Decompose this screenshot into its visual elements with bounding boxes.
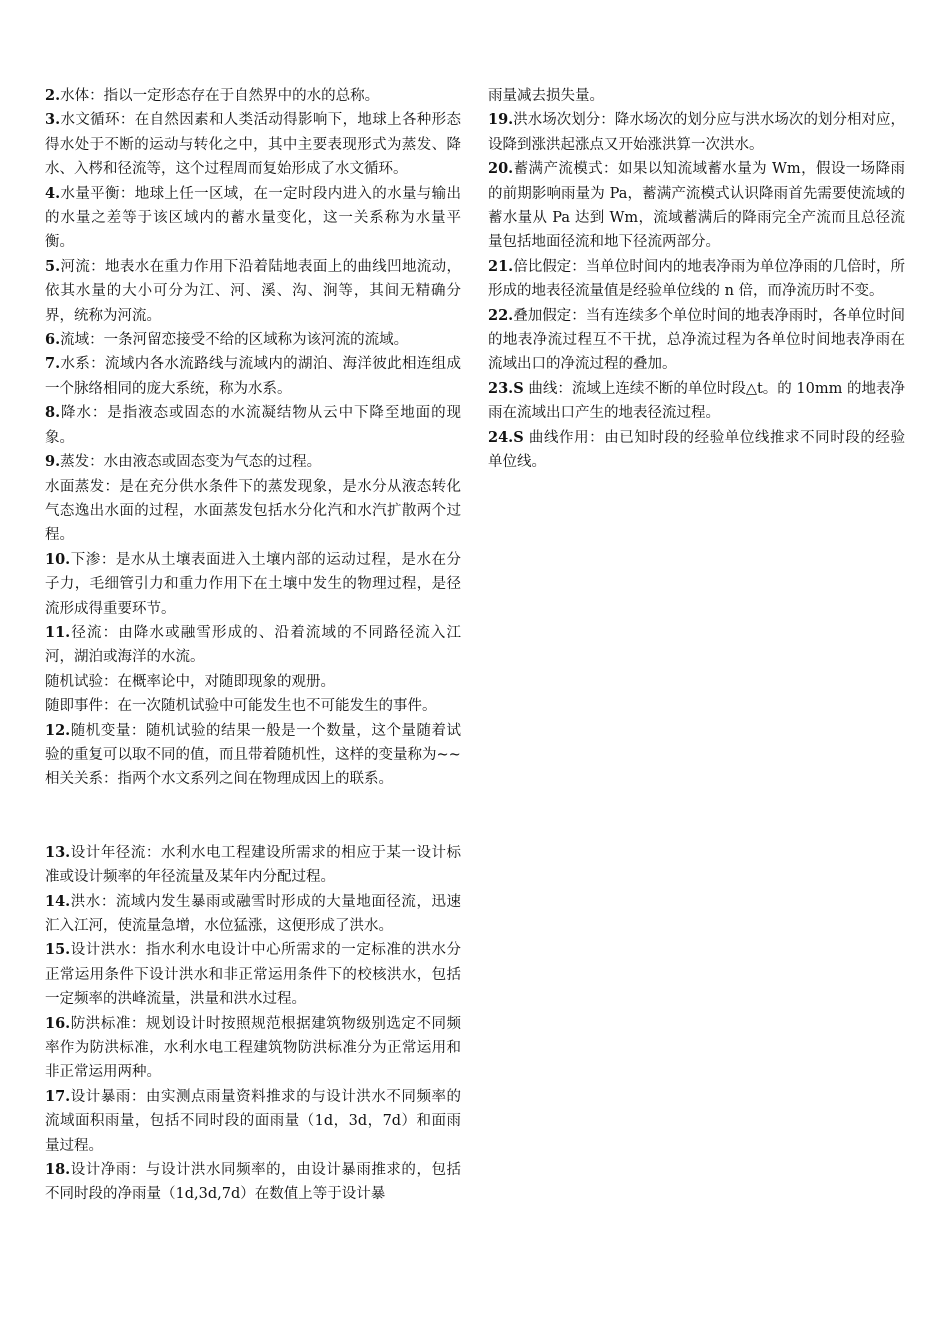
- definition-entry: [45, 694, 461, 718]
- entry-text: 水量平衡：地球上任一区域，在一定时段内进入的水量与输出的水量之差等于该区域内的蓄水量变化，这一关系称为水量平衡。: [45, 185, 461, 251]
- entry-text: 设计洪水：指水利水电设计中心所需求的一定标准的洪水分正常运用条件下设计洪水和非正常运用条件下的校核洪水，包括一定频率的洪峰流量，洪量和洪水过程。: [45, 942, 461, 1008]
- entry-number: 15.: [45, 941, 71, 959]
- definition-entry: [45, 670, 461, 694]
- entry-text: 设计暴雨：由实测点雨量资料推求的与设计洪水不同频率的流域面积雨量，包括不同时段的面雨量（1d，3d，7d）和面雨量过程。: [45, 1088, 461, 1154]
- entry-number: 9.: [45, 453, 61, 471]
- entry-number: 8.: [45, 404, 61, 422]
- entry-text: 随机变量：随机试验的结果一般是一个数量，这个量随着试验的重复可以取不同的值，而且带着随机性，这样的变量称为~~: [45, 722, 461, 763]
- entry-text: 相关关系：指两个水文系列之间在物理成因上的联系。: [45, 771, 393, 788]
- entry-text: 水系：流域内各水流路线与流域内的湖泊、海洋彼此相连组成一个脉络相同的庞大系统，称为水系。: [45, 356, 461, 397]
- entry-number: 10.: [45, 550, 71, 568]
- definition-entry: [45, 1012, 461, 1085]
- entry-text: 蓄满产流模式：如果以知流域蓄水量为 Wm，假设一场降雨的前期影响雨量为 Pa，蓄满产流模式认识降雨首先需要使流域的蓄水量从 Pa 达到 Wm，流域蓄满后的降雨完全产流而且总径流量包括地面径流和地下径流两部分。: [488, 161, 905, 251]
- entry-number: 7.: [45, 355, 61, 373]
- entry-number: 20.: [488, 160, 514, 178]
- definition-entry: [488, 255, 905, 304]
- left-column-part2: [45, 841, 461, 1207]
- entry-text: 蒸发：水由液态或固态变为气态的过程。: [60, 454, 322, 471]
- definition-entry: [45, 255, 461, 328]
- entry-text: 水文循环：在自然因素和人类活动得影响下，地球上各种形态得水处于不断的运动与转化之中，其中主要表现形式为蒸发、降水、入梣和径流等，这个过程周而复始形成了水文循环。: [45, 112, 461, 178]
- entry-number: 18.: [45, 1161, 71, 1179]
- definition-entry: [488, 108, 905, 157]
- entry-text: 雨量减去损失量。: [488, 88, 604, 104]
- entry-number: 17.: [45, 1087, 71, 1105]
- entry-number: 13.: [45, 843, 71, 861]
- left-column-part1: [45, 84, 461, 792]
- definition-entry: [45, 182, 461, 255]
- entry-text: 洪水：流域内发生暴雨或融雪时形成的大量地面径流，迅速汇入江河，使流量急增，水位猛涨，这便形成了洪水。: [45, 893, 461, 934]
- entry-text: 防洪标准：规划设计时按照规范根据建筑物级别选定不同频率作为防洪标准，水利水电工程建筑物防洪标准分为正常运用和非正常运用两种。: [45, 1015, 461, 1081]
- entry-text: 降水：是指液态或固态的水流凝结物从云中下降至地面的现象。: [45, 405, 461, 446]
- definition-entry: [488, 377, 905, 426]
- left-column: [45, 84, 461, 1207]
- entry-text: 曲线：流域上连续不断的单位时段△t。的 10mm 的地表净雨在流域出口产生的地表径流过程。: [488, 380, 905, 422]
- entry-text: 河流：地表水在重力作用下沿着陆地表面上的曲线凹地流动，依其水量的大小可分为江、河、溪、沟、涧等，其间无精确分界，统称为河流。: [45, 258, 461, 324]
- definition-entry: [45, 1085, 461, 1158]
- entry-number: 19.: [488, 111, 514, 129]
- section-gap: [45, 792, 461, 841]
- definition-entry: [45, 401, 461, 450]
- definition-entry: [45, 1158, 461, 1207]
- entry-text: 倍比假定：当单位时间内的地表净雨为单位净雨的几倍时，所形成的地表径流量值是经验单位线的 n 倍，而净流历时不变。: [488, 258, 905, 300]
- definition-entry: [45, 548, 461, 621]
- definition-entry: [488, 84, 905, 108]
- entry-number: 21.: [488, 257, 514, 275]
- entry-number: 2.: [45, 87, 61, 104]
- entry-number: 4.: [45, 184, 61, 202]
- entry-text: 下渗：是水从土壤表面进入土壤内部的运动过程，是水在分子力，毛细管引力和重力作用下在土壤中发生的物理过程，是径流形成得重要环节。: [45, 551, 461, 617]
- entry-number: 16.: [45, 1014, 71, 1032]
- definition-entry: [45, 84, 461, 108]
- entry-number: 5.: [45, 257, 61, 275]
- entry-text: 曲线作用：由已知时段的经验单位线推求不同时段的经验单位线。: [488, 429, 905, 471]
- entry-text: 设计净雨：与设计洪水同频率的，由设计暴雨推求的，包括不同时段的净雨量（1d,3d,7d）在数值上等于设计暴: [45, 1162, 461, 1203]
- definition-entry: [45, 841, 461, 890]
- definition-entry: [45, 621, 461, 670]
- entry-number: 6.: [45, 331, 61, 349]
- definition-entry: [45, 767, 461, 791]
- entry-number: 22.: [488, 306, 514, 324]
- definition-entry: [45, 890, 461, 939]
- definition-entry: [45, 328, 461, 352]
- entry-text: 洪水场次划分：降水场次的划分应与洪水场次的划分相对应，设降到涨洪起涨点又开始涨洪算一次洪水。: [488, 112, 905, 153]
- definition-entry: [488, 157, 905, 255]
- entry-text: 叠加假定：当有连续多个单位时间的地表净雨时，各单位时间的地表净流过程互不干扰，总净流过程为各单位时间地表净雨在流域出口的净流过程的叠加。: [488, 307, 905, 373]
- definition-entry: [45, 108, 461, 181]
- definition-entry: [45, 352, 461, 401]
- right-column: [488, 84, 905, 475]
- entry-number: 3.: [45, 111, 61, 129]
- entry-text: 径流：由降水或融雪形成的、沿着流域的不同路径流入江河，湖泊或海洋的水流。: [45, 624, 461, 666]
- entry-text: 水面蒸发：是在充分供水条件下的蒸发现象，是水分从液态转化气态逸出水面的过程，水面蒸发包括水分化汽和水汽扩散两个过程。: [45, 478, 461, 544]
- definition-entry: [45, 938, 461, 1011]
- entry-number: 11.: [45, 623, 71, 641]
- definition-entry: [45, 450, 461, 474]
- entry-number: 24.S: [488, 428, 524, 446]
- entry-number: 23.S: [488, 379, 524, 397]
- entry-number: 14.: [45, 892, 71, 910]
- definition-entry: [488, 426, 905, 475]
- entry-text: 随即事件：在一次随机试验中可能发生也不可能发生的事件。: [45, 698, 437, 715]
- entry-text: 设计年径流：水利水电工程建设所需求的相应于某一设计标准或设计频率的年径流量及某年内分配过程。: [45, 844, 461, 886]
- definition-entry: [45, 475, 461, 548]
- entry-text: 流域：一条河留恋接受不给的区域称为该河流的流域。: [60, 332, 409, 349]
- entry-text: 随机试验：在概率论中，对随即现象的观册。: [45, 673, 335, 690]
- definition-entry: [488, 304, 905, 377]
- entry-number: 12.: [45, 721, 71, 739]
- definition-entry: [45, 719, 461, 768]
- right-column-entries: [488, 84, 905, 475]
- entry-text: 水体：指以一定形态存在于自然界中的水的总称。: [60, 88, 380, 104]
